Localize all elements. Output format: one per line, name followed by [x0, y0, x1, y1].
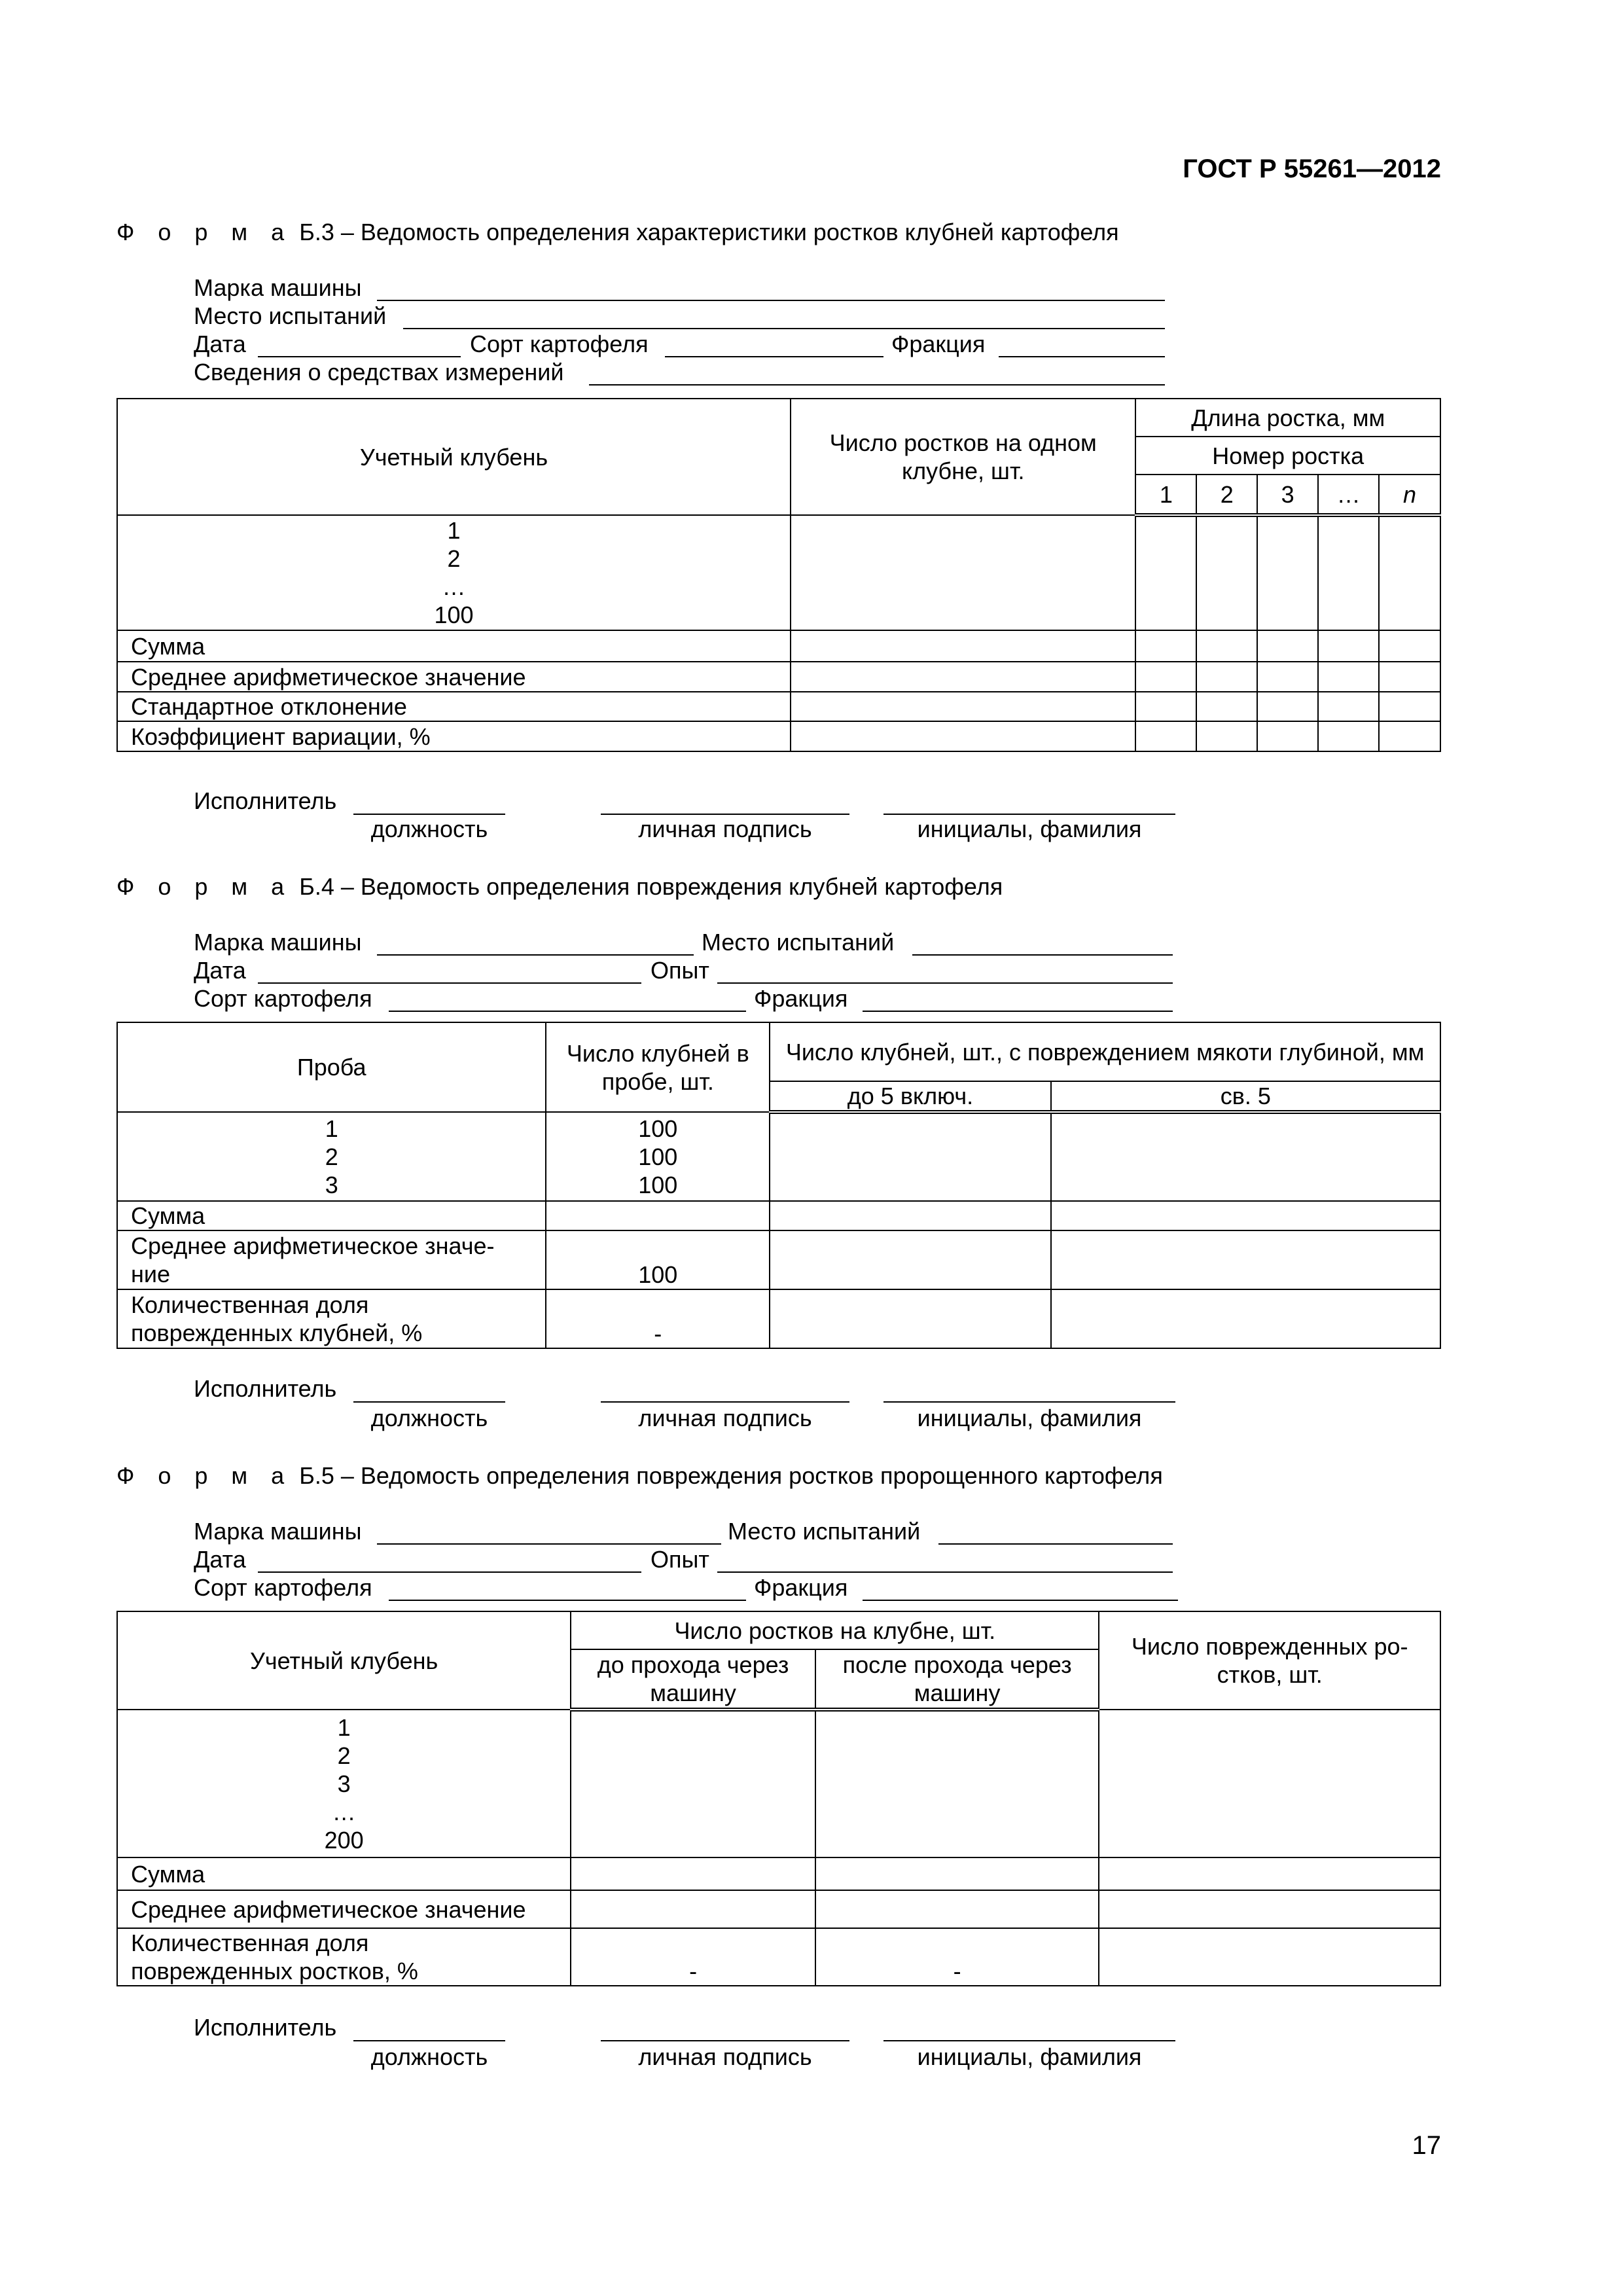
form-b4-row-mean-line1: Среднее арифметическое значе- [131, 1232, 495, 1259]
table-cell[interactable] [1318, 721, 1379, 751]
form-b3-place-field[interactable] [403, 306, 1165, 329]
table-cell[interactable] [1379, 692, 1440, 721]
form-b3-table [116, 398, 1441, 752]
form-b3-subcol-3: 3 [1257, 475, 1318, 515]
form-b4-prefix: Ф о р м а [116, 873, 293, 900]
table-cell[interactable] [1196, 662, 1257, 692]
form-b5-row-share [117, 1928, 571, 1986]
form-b5-field-fraction-label: Фракция [754, 1574, 848, 1601]
form-b5-field-date-label: Дата [194, 1546, 246, 1573]
table-cell[interactable] [791, 630, 1136, 662]
table-row-label: 200 [324, 1826, 364, 1854]
form-b5-subcol-after: после прохода через машину [815, 1649, 1099, 1710]
table-cell[interactable] [791, 721, 1136, 751]
table-cell[interactable] [546, 1201, 770, 1230]
form-b5-machine-field[interactable] [377, 1521, 721, 1545]
table-row-label: 1 [325, 1115, 338, 1142]
table-cell[interactable] [1257, 721, 1318, 751]
table-cell[interactable] [770, 1289, 1051, 1348]
form-b4-share-value: - [546, 1289, 770, 1348]
form-b3-instruments-field[interactable] [589, 362, 1165, 386]
form-b4-subcol-up-to-5: до 5 включ. [770, 1081, 1051, 1112]
table-cell[interactable] [770, 1201, 1051, 1230]
form-b3-field-instruments-label: Сведения о средствах измерений [194, 359, 564, 386]
form-b4-subcol-over-5: св. 5 [1051, 1081, 1440, 1112]
form-b4-mean-value: 100 [546, 1230, 770, 1289]
form-b5-header-tuber: Учетный клубень [117, 1611, 571, 1710]
form-b4-name-line[interactable] [883, 1400, 1175, 1403]
table-cell[interactable] [791, 662, 1136, 692]
table-cell-value: 100 [638, 1115, 678, 1142]
form-b5-row-sum: Сумма [117, 1857, 571, 1890]
form-b4-position-caption: должность [370, 1405, 488, 1431]
table-cell[interactable] [1257, 692, 1318, 721]
table-cell[interactable] [1099, 1890, 1440, 1928]
form-b4-row-share [117, 1289, 546, 1348]
form-b4-place-field[interactable] [912, 932, 1173, 956]
form-b5-row-share-line2: поврежденных ростков, % [131, 1958, 418, 1984]
form-b4-executor-label: Исполнитель [194, 1375, 337, 1402]
form-b3-field-date-label: Дата [194, 331, 246, 357]
form-b3-subcol-n: n [1379, 475, 1440, 515]
table-cell[interactable] [571, 1890, 815, 1928]
form-b4-row-mean-line2: ние [131, 1261, 171, 1287]
table-cell[interactable] [1257, 630, 1318, 662]
form-b3-tuber-list [117, 515, 791, 630]
form-b3-machine-field[interactable] [377, 278, 1165, 301]
form-b3-signature-line[interactable] [601, 812, 849, 815]
table-row-label: 2 [447, 545, 461, 572]
table-row-label: 3 [325, 1171, 338, 1198]
table-cell[interactable] [815, 1890, 1099, 1928]
form-b3-row-stddev: Стандартное отклонение [117, 692, 791, 721]
form-b5-prefix: Ф о р м а [116, 1462, 293, 1489]
form-b5-title [116, 1462, 1163, 1490]
form-b4-header-sample: Проба [117, 1022, 546, 1112]
table-cell[interactable] [1099, 1710, 1440, 1857]
form-b5-share-before: - [571, 1928, 815, 1986]
form-b5-header-damaged: Число поврежденных ро-стков, шт. [1099, 1611, 1440, 1710]
table-cell[interactable] [1051, 1201, 1440, 1230]
form-b5-header-sprouts: Число ростков на клубне, шт. [571, 1611, 1099, 1649]
form-b5-title-text: Б.5 – Ведомость определения повреждения ростков пророщенного картофеля [299, 1462, 1163, 1489]
form-b3-title [116, 219, 1119, 246]
form-b4-field-place-label: Место испытаний [702, 929, 895, 956]
form-b4-fraction-field[interactable] [863, 988, 1173, 1012]
form-b3-fraction-field[interactable] [999, 334, 1165, 357]
table-row-label: 1 [447, 517, 461, 544]
table-cell[interactable] [1051, 1230, 1440, 1289]
form-b3-row-cv: Коэффициент вариации, % [117, 721, 791, 751]
table-cell-value: 100 [638, 1171, 678, 1198]
table-cell[interactable] [791, 692, 1136, 721]
table-cell[interactable] [1379, 721, 1440, 751]
form-b5-subcol-before: до прохода через машину [571, 1649, 815, 1710]
form-b3-subcol-2: 2 [1196, 475, 1257, 515]
table-cell[interactable] [1257, 662, 1318, 692]
form-b5-fraction-field[interactable] [863, 1577, 1178, 1601]
form-b3-name-caption: инициалы, фамилия [917, 816, 1142, 842]
form-b4-date-field[interactable] [258, 960, 641, 984]
table-row-label: 2 [325, 1143, 338, 1170]
table-cell[interactable] [1135, 515, 1196, 630]
table-cell[interactable] [1051, 1112, 1440, 1201]
form-b3-row-mean: Среднее арифметическое значение [117, 662, 791, 692]
table-cell[interactable] [1196, 692, 1257, 721]
table-cell[interactable] [571, 1857, 815, 1890]
form-b3-field-place-label: Место испытаний [194, 302, 387, 329]
table-cell[interactable] [1135, 630, 1196, 662]
form-b3-header-length: Длина ростка, мм [1135, 399, 1440, 437]
form-b5-signature-caption: личная подпись [638, 2043, 812, 2070]
form-b3-position-caption: должность [370, 816, 488, 842]
table-cell[interactable] [1318, 662, 1379, 692]
form-b3-subcol-1: 1 [1135, 475, 1196, 515]
table-cell[interactable] [1318, 692, 1379, 721]
table-row-label: 3 [337, 1770, 351, 1797]
form-b5-table [116, 1611, 1441, 1986]
form-b5-date-field[interactable] [258, 1549, 641, 1573]
form-b5-tuber-list [117, 1710, 571, 1857]
form-b4-name-caption: инициалы, фамилия [917, 1405, 1142, 1431]
form-b5-row-share-line1: Количественная доля [131, 1929, 369, 1956]
form-b4-table [116, 1022, 1441, 1349]
table-row-label: … [332, 1798, 356, 1825]
form-b5-name-line[interactable] [883, 2039, 1175, 2041]
table-cell[interactable] [770, 1112, 1051, 1201]
form-b4-header-count: Число клубней в пробе, шт. [546, 1022, 770, 1112]
form-b3-header-number: Номер ростка [1135, 437, 1440, 475]
form-b3-variety-field[interactable] [665, 334, 883, 357]
table-cell[interactable] [815, 1710, 1099, 1857]
table-cell[interactable] [1379, 515, 1440, 630]
table-row-label: 2 [337, 1742, 351, 1769]
table-cell[interactable] [1196, 630, 1257, 662]
form-b5-place-field[interactable] [938, 1521, 1173, 1545]
form-b3-field-machine-label: Марка машины [194, 274, 362, 301]
form-b5-name-caption: инициалы, фамилия [917, 2043, 1142, 2070]
form-b4-count-list [546, 1112, 770, 1201]
table-cell[interactable] [1099, 1857, 1440, 1890]
table-cell[interactable] [1099, 1928, 1440, 1986]
form-b3-subcol-ellipsis: … [1318, 475, 1379, 515]
form-b4-experiment-field[interactable] [717, 960, 1173, 984]
standard-designation: ГОСТ Р 55261—2012 [1183, 154, 1441, 183]
form-b5-field-experiment-label: Опыт [651, 1546, 709, 1573]
form-b5-signature-line[interactable] [601, 2039, 849, 2041]
form-b4-machine-field[interactable] [377, 932, 694, 956]
form-b5-position-line[interactable] [353, 2039, 505, 2041]
table-cell[interactable] [1196, 721, 1257, 751]
table-cell[interactable] [1135, 721, 1196, 751]
form-b3-signature-caption: личная подпись [638, 816, 812, 842]
form-b4-field-experiment-label: Опыт [651, 957, 709, 984]
form-b4-header-damaged: Число клубней, шт., с повреждением мякоти глубиной, мм [770, 1022, 1440, 1081]
form-b4-signature-line[interactable] [601, 1400, 849, 1403]
form-b5-variety-field[interactable] [389, 1577, 746, 1601]
form-b5-field-place-label: Место испытаний [728, 1518, 921, 1545]
table-cell[interactable] [1257, 515, 1318, 630]
table-cell[interactable] [1379, 662, 1440, 692]
form-b4-signature-caption: личная подпись [638, 1405, 812, 1431]
form-b3-name-line[interactable] [883, 812, 1175, 815]
form-b4-variety-field[interactable] [389, 988, 746, 1012]
table-row-label: … [442, 573, 466, 600]
table-cell[interactable] [1196, 515, 1257, 630]
form-b5-row-mean: Среднее арифметическое значение [117, 1890, 571, 1928]
form-b3-date-field[interactable] [258, 334, 461, 357]
table-row-label: 100 [434, 601, 474, 628]
form-b3-field-fraction-label: Фракция [891, 331, 986, 357]
form-b5-experiment-field[interactable] [717, 1549, 1173, 1573]
table-cell[interactable] [1135, 692, 1196, 721]
form-b5-field-variety-label: Сорт картофеля [194, 1574, 372, 1601]
table-cell[interactable] [1318, 630, 1379, 662]
table-cell-value: 100 [638, 1143, 678, 1170]
form-b5-position-caption: должность [370, 2043, 488, 2070]
form-b3-field-variety-label: Сорт картофеля [470, 331, 649, 357]
form-b3-header-sprouts: Число ростков на одном клубне, шт. [791, 399, 1136, 515]
table-cell[interactable] [1318, 515, 1379, 630]
form-b4-row-share-line1: Количественная доля [131, 1291, 369, 1318]
form-b4-row-mean [117, 1230, 546, 1289]
form-b3-title-text: Б.3 – Ведомость определения характеристики ростков клубней картофеля [299, 219, 1119, 245]
table-cell[interactable] [1135, 662, 1196, 692]
table-cell[interactable] [791, 515, 1136, 630]
table-cell[interactable] [815, 1857, 1099, 1890]
form-b4-field-fraction-label: Фракция [754, 985, 848, 1012]
form-b4-field-date-label: Дата [194, 957, 246, 984]
form-b4-row-share-line2: поврежденных клубней, % [131, 1319, 423, 1346]
form-b4-sample-list [117, 1112, 546, 1201]
form-b3-position-line[interactable] [353, 812, 505, 815]
table-cell[interactable] [1051, 1289, 1440, 1348]
form-b3-header-tuber: Учетный клубень [117, 399, 791, 515]
form-b4-title [116, 873, 1003, 901]
form-b4-field-variety-label: Сорт картофеля [194, 985, 372, 1012]
form-b5-executor-label: Исполнитель [194, 2014, 337, 2041]
form-b3-executor-label: Исполнитель [194, 787, 337, 814]
form-b4-title-text: Б.4 – Ведомость определения повреждения клубней картофеля [299, 873, 1003, 900]
form-b5-share-after: - [815, 1928, 1099, 1986]
table-row-label: 1 [337, 1713, 351, 1741]
form-b3-row-sum: Сумма [117, 630, 791, 662]
table-cell[interactable] [770, 1230, 1051, 1289]
table-cell[interactable] [1379, 630, 1440, 662]
form-b4-row-sum: Сумма [117, 1201, 546, 1230]
form-b4-position-line[interactable] [353, 1400, 505, 1403]
form-b5-field-machine-label: Марка машины [194, 1518, 362, 1545]
page-number: 17 [1412, 2131, 1441, 2160]
form-b4-field-machine-label: Марка машины [194, 929, 362, 956]
table-cell[interactable] [571, 1710, 815, 1857]
form-b3-prefix: Ф о р м а [116, 219, 293, 245]
